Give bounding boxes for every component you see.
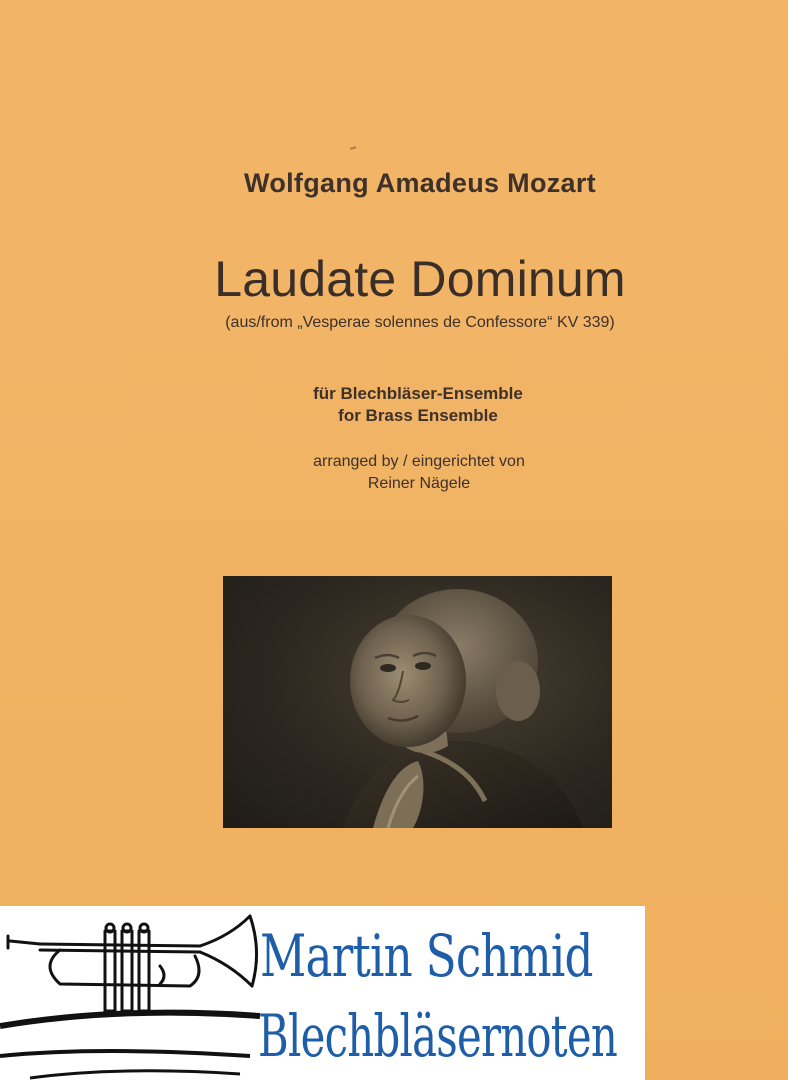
piece-subtitle: (aus/from „Vesperae solennes de Confessore“ KV 339) xyxy=(225,314,615,331)
publisher-name: Martin Schmid xyxy=(260,922,593,990)
publisher-tagline: Blechbläsernoten xyxy=(258,1002,618,1070)
paper-speck xyxy=(350,146,356,149)
ensemble-english: for Brass Ensemble xyxy=(338,406,498,425)
arranger-name: Reiner Nägele xyxy=(367,475,471,492)
trumpet-icon xyxy=(0,906,270,1080)
mozart-portrait xyxy=(223,576,612,828)
piece-title: Laudate Dominum xyxy=(214,251,626,307)
portrait-illustration xyxy=(223,576,612,828)
arranged-by-label: arranged by / eingerichtet von xyxy=(313,453,525,470)
composer-name: Wolfgang Amadeus Mozart xyxy=(244,168,596,198)
ensemble-german: für Blechbläser-Ensemble xyxy=(313,384,523,403)
